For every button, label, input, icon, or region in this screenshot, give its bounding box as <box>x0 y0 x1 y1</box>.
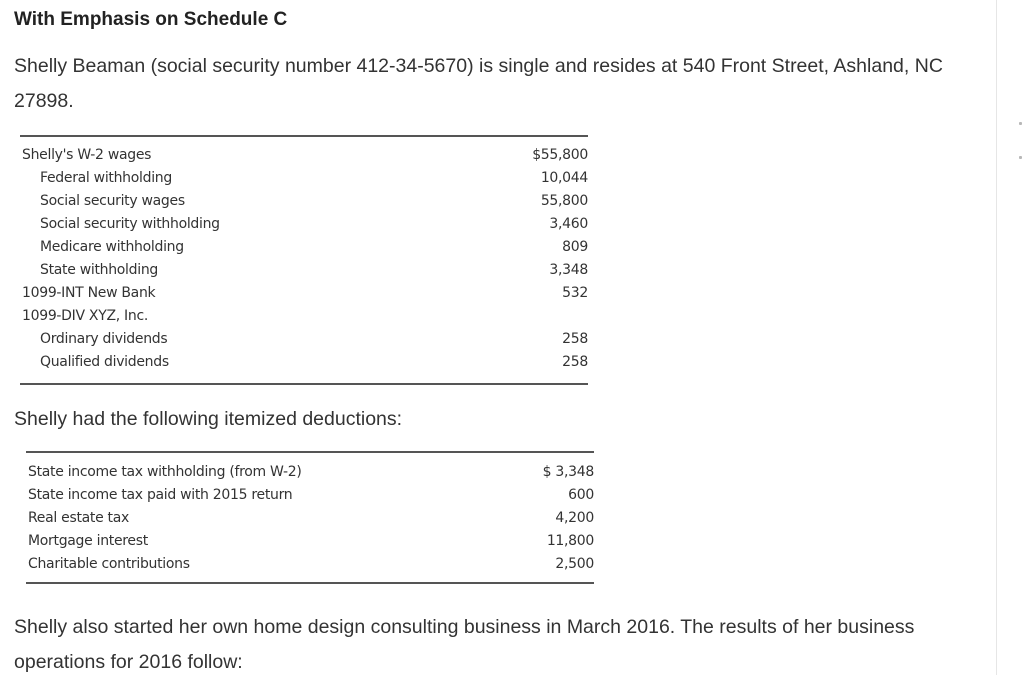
table-row <box>26 484 594 507</box>
row-label: Qualified dividends <box>40 354 169 370</box>
row-label: 1099-DIV XYZ, Inc. <box>22 308 149 324</box>
table-row <box>20 259 588 282</box>
row-label: State withholding <box>40 262 158 278</box>
row-amount: 258 <box>562 354 588 370</box>
row-amount: 3,348 <box>549 262 588 278</box>
table-row <box>26 553 594 576</box>
row-amount: 809 <box>562 239 588 255</box>
business-intro: Shelly also started her own home design consulting business in March 2016. The results of her business operations for 2016 follow: <box>14 616 915 673</box>
table-row <box>20 144 588 167</box>
table-row <box>20 305 588 328</box>
row-label: Ordinary dividends <box>40 331 168 347</box>
row-amount: 600 <box>568 487 594 503</box>
row-amount: 4,200 <box>555 510 594 526</box>
table-row <box>20 167 588 190</box>
table-row <box>20 213 588 236</box>
intro-paragraph: Shelly Beaman (social security number 412-34-5670) is single and resides at 540 Front Street, Ashland, NC 27898. <box>14 55 943 112</box>
page-edge-divider <box>996 0 997 675</box>
row-amount: 3,460 <box>549 216 588 232</box>
row-amount: $55,800 <box>532 147 588 163</box>
row-amount: 11,800 <box>546 533 594 549</box>
row-label: Medicare withholding <box>40 239 184 255</box>
table-row <box>20 351 588 374</box>
row-amount: 55,800 <box>540 193 588 209</box>
row-amount: 532 <box>562 285 588 301</box>
row-label: Real estate tax <box>28 510 130 526</box>
table-row <box>26 507 594 530</box>
table-row <box>20 236 588 259</box>
row-label: Federal withholding <box>40 170 172 186</box>
row-label: Social security withholding <box>40 216 220 232</box>
row-label: Shelly's W-2 wages <box>22 147 152 163</box>
section-heading: With Emphasis on Schedule C <box>14 9 288 30</box>
table-row <box>20 282 588 305</box>
scroll-marker <box>1019 122 1022 125</box>
row-label: State income tax withholding (from W-2) <box>28 464 302 480</box>
itemized-intro: Shelly had the following itemized deductions: <box>14 408 403 430</box>
row-label: Mortgage interest <box>28 533 148 549</box>
deductions-table <box>26 451 594 584</box>
row-label: Social security wages <box>40 193 185 209</box>
table-row <box>20 190 588 213</box>
row-amount: 10,044 <box>540 170 588 186</box>
row-amount: 258 <box>562 331 588 347</box>
row-label: Charitable contributions <box>28 556 190 572</box>
table-bottom-rule <box>20 383 588 385</box>
row-label: 1099-INT New Bank <box>22 285 156 301</box>
row-amount: 2,500 <box>555 556 594 572</box>
table-bottom-rule <box>26 582 594 584</box>
table-row <box>20 328 588 351</box>
income-table <box>20 135 588 385</box>
table-row <box>26 530 594 553</box>
row-label: State income tax paid with 2015 return <box>28 487 293 503</box>
row-amount: $ 3,348 <box>542 464 594 480</box>
scroll-marker <box>1019 156 1022 159</box>
table-row <box>26 461 594 484</box>
